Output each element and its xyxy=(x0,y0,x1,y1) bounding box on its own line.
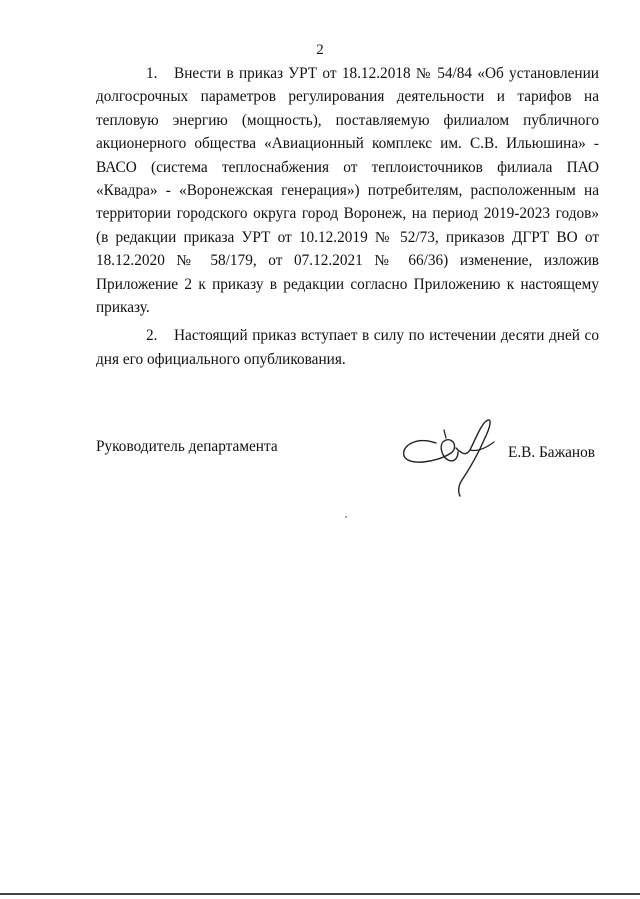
handwritten-signature-icon xyxy=(396,408,506,503)
paragraph-1 xyxy=(96,62,599,319)
signature-block xyxy=(96,438,599,498)
paragraph-2-number: 2. xyxy=(146,327,158,345)
paragraph-1-number: 1. xyxy=(146,65,158,82)
scan-speck xyxy=(345,516,347,518)
paragraph-2 xyxy=(96,324,599,371)
document-body xyxy=(96,62,599,371)
signatory-name: Е.В. Бажанов xyxy=(507,444,595,461)
page-bottom-edge xyxy=(0,893,640,895)
page-number: 2 xyxy=(316,42,324,58)
paragraph-1-text: Внести в приказ УРТ от 18.12.2018 № 54/84 «Об установлении долгосрочных параметров регулирования деятельности и тарифов на тепловую энергию (мощность), поставляемую филиалом публичного акционерного общества «Авиационный комплекс им. С.В. Ильюшина» - ВАСО (система теплоснабжения от теплоисточников филиала ПАО «Квадра» - «Воронежская генерация») потребителям, расположенным на территории городского округа город Воронеж, на период 2019-2023 годов» (в редакции приказа УРТ от 10.12.2019 № 52/73, приказов ДГРТ ВО от 18.12.2020 № 58/179, от 07.12.2021 № 66/36) изменение, изложив Приложение 2 к приказу в редакции согласно Приложению к настоящему приказу. xyxy=(96,65,599,317)
paragraph-2-text: Настоящий приказ вступает в силу по истечении десяти дней со дня его официального опубликования. xyxy=(96,327,599,368)
signatory-position: Руководитель департамента xyxy=(96,438,278,455)
